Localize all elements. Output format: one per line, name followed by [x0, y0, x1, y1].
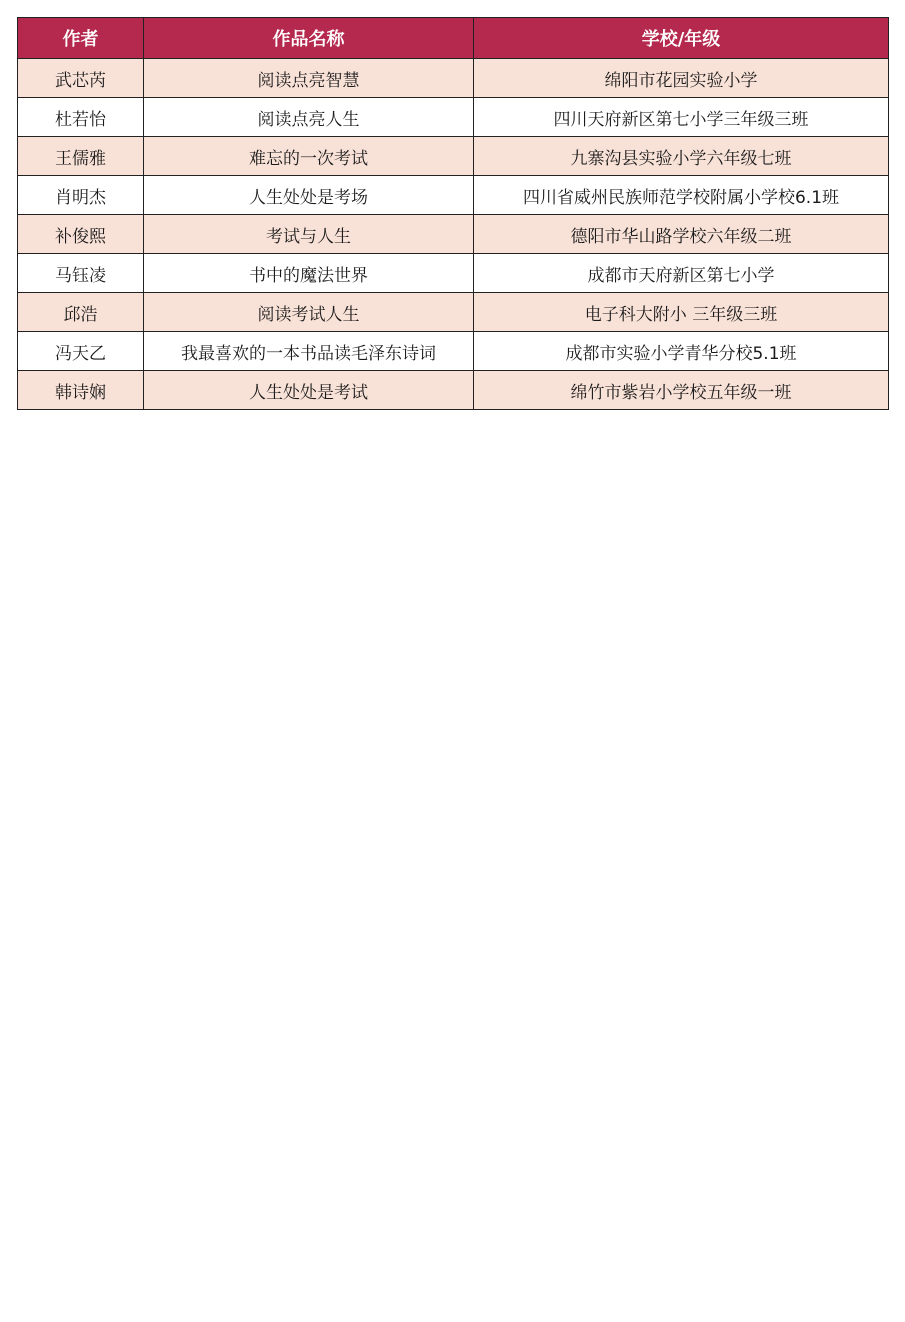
cell-author: 王儒雅	[18, 137, 144, 176]
table-row	[18, 254, 889, 293]
header-author: 作者	[18, 18, 144, 59]
cell-author: 邱浩	[18, 293, 144, 332]
header-row	[18, 18, 889, 59]
table-row	[18, 293, 889, 332]
cell-school: 绵阳市花园实验小学	[474, 59, 889, 98]
table-header	[18, 18, 889, 59]
cell-work: 阅读考试人生	[144, 293, 474, 332]
table-body	[18, 59, 889, 410]
cell-school: 德阳市华山路学校六年级二班	[474, 215, 889, 254]
cell-work: 难忘的一次考试	[144, 137, 474, 176]
cell-school: 九寨沟县实验小学六年级七班	[474, 137, 889, 176]
cell-work: 阅读点亮智慧	[144, 59, 474, 98]
cell-school: 四川省威州民族师范学校附属小学校6.1班	[474, 176, 889, 215]
cell-author: 武芯芮	[18, 59, 144, 98]
table-row	[18, 215, 889, 254]
cell-author: 韩诗娴	[18, 371, 144, 410]
cell-work: 人生处处是考场	[144, 176, 474, 215]
cell-work: 考试与人生	[144, 215, 474, 254]
cell-work: 阅读点亮人生	[144, 98, 474, 137]
header-school: 学校/年级	[474, 18, 889, 59]
cell-author: 马钰凌	[18, 254, 144, 293]
table-row	[18, 176, 889, 215]
cell-school: 成都市天府新区第七小学	[474, 254, 889, 293]
cell-author: 冯天乙	[18, 332, 144, 371]
awards-table	[17, 17, 889, 410]
cell-work: 我最喜欢的一本书品读毛泽东诗词	[144, 332, 474, 371]
table-row	[18, 371, 889, 410]
cell-work: 人生处处是考试	[144, 371, 474, 410]
table-row	[18, 59, 889, 98]
cell-school: 电子科大附小 三年级三班	[474, 293, 889, 332]
cell-school: 成都市实验小学青华分校5.1班	[474, 332, 889, 371]
awards-sheet	[17, 17, 888, 410]
header-work: 作品名称	[144, 18, 474, 59]
cell-author: 补俊熙	[18, 215, 144, 254]
cell-school: 绵竹市紫岩小学校五年级一班	[474, 371, 889, 410]
table-row	[18, 137, 889, 176]
table-row	[18, 332, 889, 371]
cell-author: 杜若怡	[18, 98, 144, 137]
cell-school: 四川天府新区第七小学三年级三班	[474, 98, 889, 137]
cell-author: 肖明杰	[18, 176, 144, 215]
table-row	[18, 98, 889, 137]
cell-work: 书中的魔法世界	[144, 254, 474, 293]
